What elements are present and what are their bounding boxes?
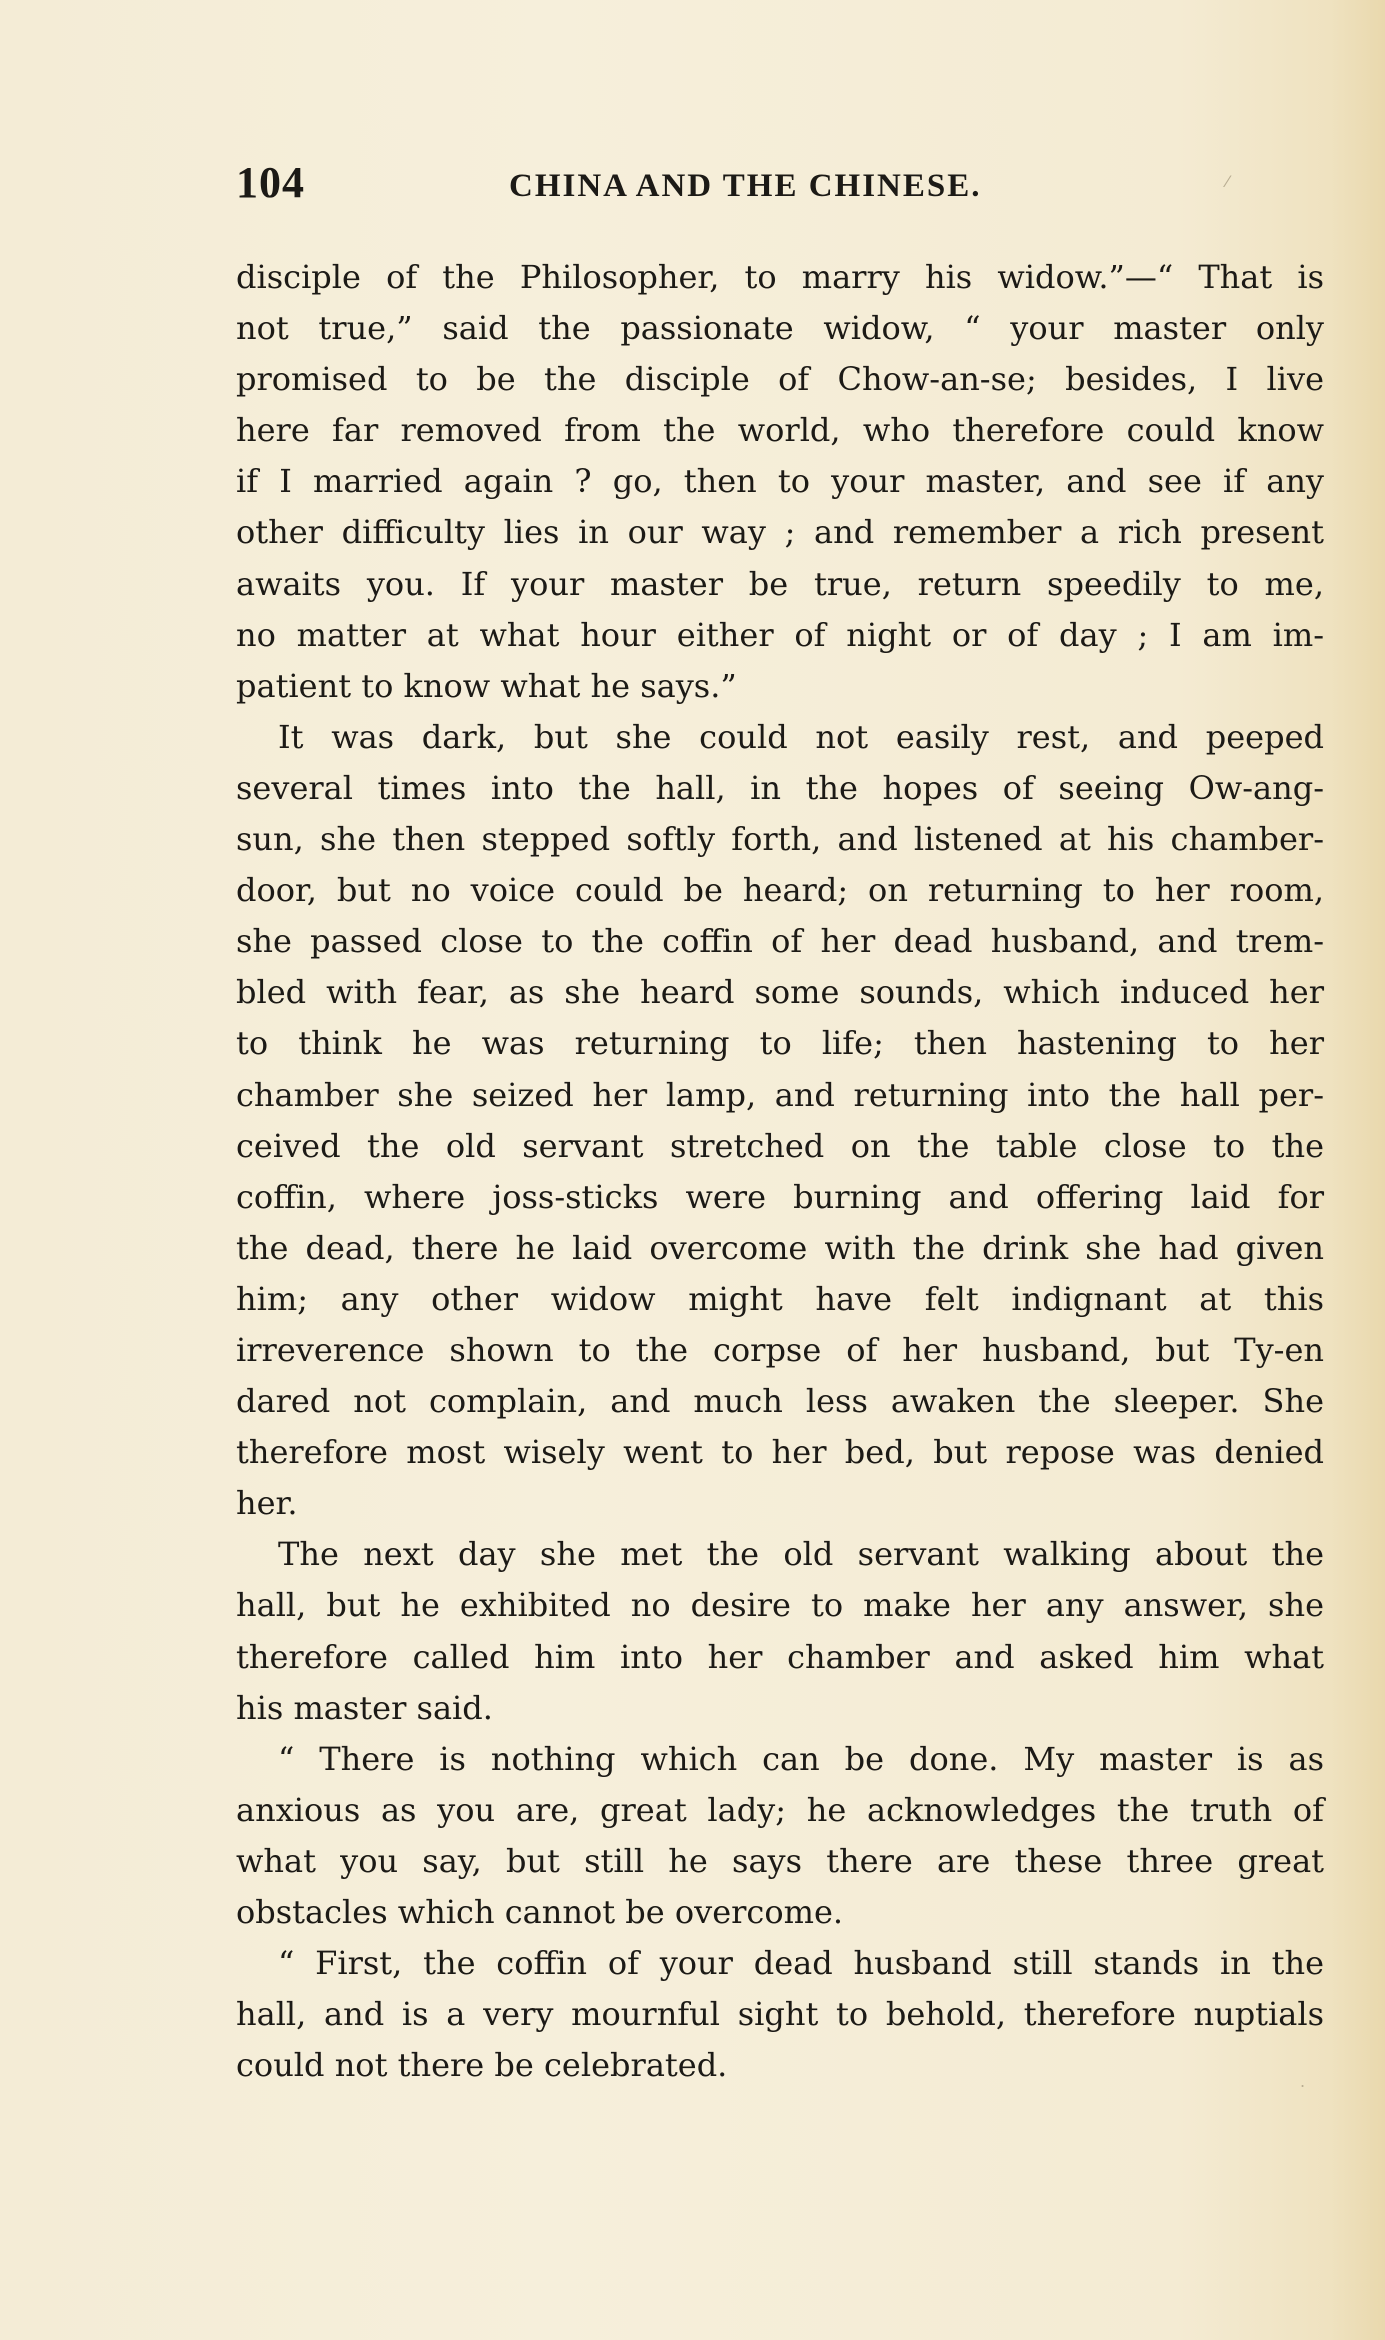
- text-line: therefore most wisely went to her bed, but repose was denied: [236, 1433, 1324, 1472]
- print-speck: ⁄: [1226, 172, 1229, 191]
- page-header: [236, 158, 1326, 208]
- text-line: not true,” said the passionate widow, “ your master only: [236, 309, 1324, 348]
- text-line: therefore called him into her chamber and asked him what: [236, 1637, 1324, 1676]
- text-line: her.: [236, 1484, 298, 1523]
- text-line: the dead, there he laid overcome with the drink she had given: [236, 1228, 1324, 1267]
- paragraph-start-line: “ There is nothing which can be done. My master is as: [278, 1739, 1324, 1778]
- text-line: other difficulty lies in our way ; and remember a rich present: [236, 513, 1324, 552]
- page-number: 104: [236, 158, 305, 207]
- text-line: disciple of the Philosopher, to marry his widow.”—“ That is: [236, 258, 1324, 296]
- text-line: door, but no voice could be heard; on returning to her room,: [236, 871, 1324, 910]
- print-speck: .: [1300, 2072, 1306, 2091]
- text-line: if I married again ? go, then to your master, and see if any: [236, 462, 1324, 501]
- paragraph-start-line: “ First, the coffin of your dead husband still stands in the: [278, 1944, 1324, 1983]
- text-line: patient to know what he says.”: [236, 666, 737, 705]
- running-head: CHINA AND THE CHINESE.: [509, 168, 982, 204]
- text-line: coffin, where joss-sticks were burning and offering laid for: [236, 1177, 1324, 1216]
- text-line: obstacles which cannot be overcome.: [236, 1893, 844, 1931]
- body-text: [236, 252, 1324, 2091]
- text-line: here far removed from the world, who therefore could know: [236, 411, 1324, 450]
- text-line: bled with fear, as she heard some sounds, which induced her: [236, 973, 1324, 1012]
- text-line: his master said.: [236, 1688, 493, 1727]
- text-line: sun, she then stepped softly forth, and listened at his chamber-: [236, 820, 1324, 859]
- text-line: promised to be the disciple of Chow-an-se; besides, I live: [236, 360, 1324, 399]
- text-line: awaits you. If your master be true, return speedily to me,: [236, 564, 1324, 603]
- text-line: hall, but he exhibited no desire to make her any answer, she: [236, 1586, 1324, 1625]
- text-line: irreverence shown to the corpse of her husband, but Ty-en: [236, 1330, 1324, 1369]
- text-line: anxious as you are, great lady; he acknowledges the truth of: [236, 1790, 1324, 1829]
- text-line: she passed close to the coffin of her dead husband, and trem-: [236, 922, 1324, 961]
- text-line: ceived the old servant stretched on the table close to the: [236, 1126, 1324, 1165]
- text-line: to think he was returning to life; then hastening to her: [236, 1024, 1324, 1063]
- text-line: several times into the hall, in the hopes of seeing Ow-ang-: [236, 768, 1324, 807]
- text-line: chamber she seized her lamp, and returning into the hall per-: [236, 1075, 1324, 1114]
- text-line: him; any other widow might have felt indignant at this: [236, 1279, 1324, 1318]
- text-line: could not there be celebrated.: [236, 2046, 728, 2085]
- text-line: dared not complain, and much less awaken the sleeper. She: [236, 1382, 1324, 1421]
- paragraph-start-line: It was dark, but she could not easily rest, and peeped: [278, 717, 1324, 756]
- text-line: no matter at what hour either of night or of day ; I am im-: [236, 615, 1324, 654]
- text-line: hall, and is a very mournful sight to behold, therefore nuptials: [236, 1995, 1324, 2034]
- text-line: what you say, but still he says there are these three great: [236, 1841, 1324, 1880]
- paragraph-start-line: The next day she met the old servant walking about the: [278, 1535, 1324, 1574]
